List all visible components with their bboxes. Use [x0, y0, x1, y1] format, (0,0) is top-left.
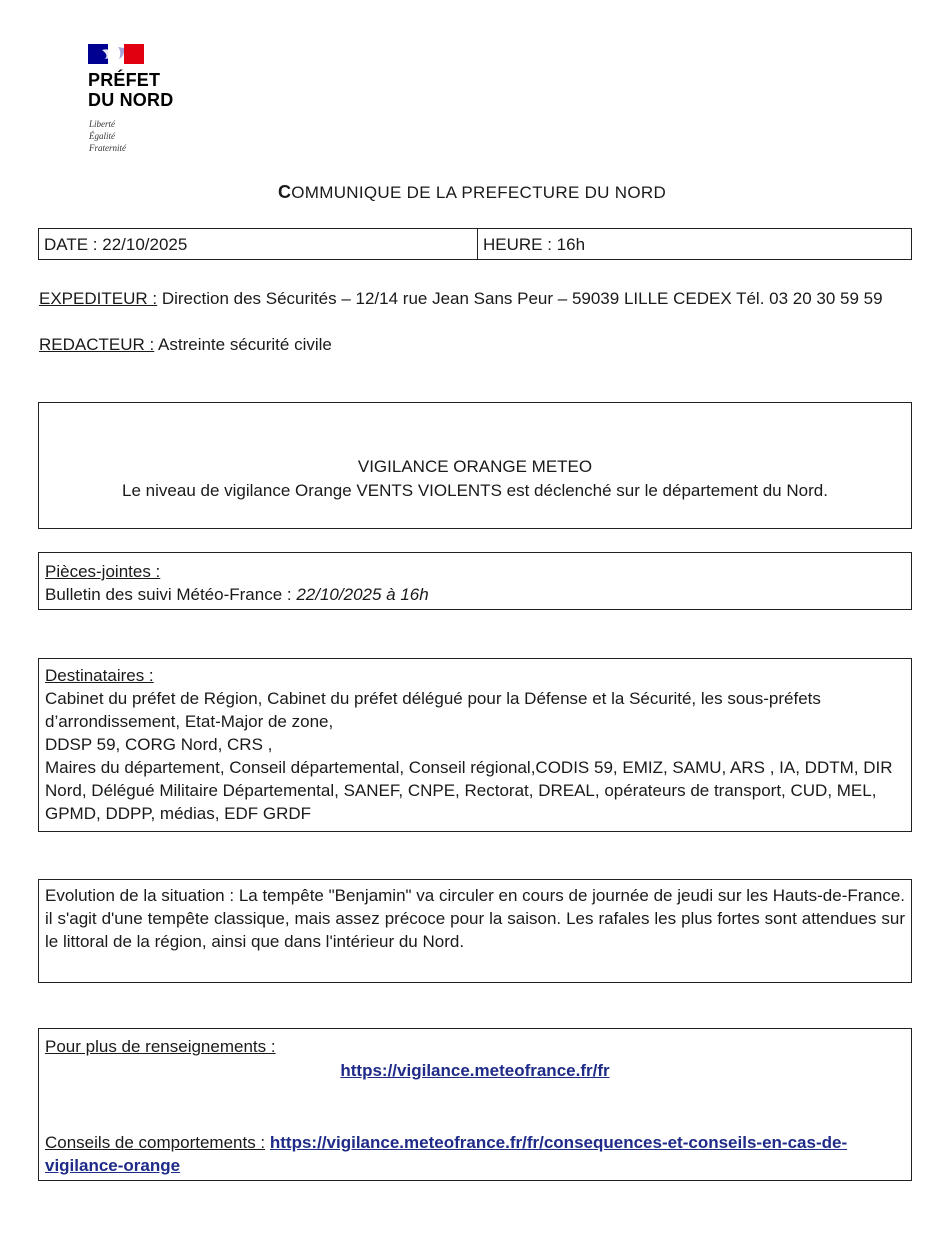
recipients-label: Destinataires :: [45, 666, 154, 685]
marianne-flag-logo: [88, 44, 144, 64]
writer-label: REDACTEUR :: [39, 335, 155, 354]
date-time-table: [38, 228, 912, 260]
info-box: [38, 1028, 912, 1181]
vigilance-link[interactable]: https://vigilance.meteofrance.fr/fr: [340, 1061, 610, 1080]
time-cell: HEURE : 16h: [483, 235, 586, 254]
motto-egalite: Égalité: [89, 131, 115, 141]
prefet-name: [88, 70, 173, 110]
situation-box: [38, 879, 912, 983]
title-first-letter: C: [277, 182, 292, 202]
republic-motto: [89, 118, 126, 154]
attachments-text: Bulletin des suivi Météo-France :: [45, 585, 297, 604]
attachments-date: 22/10/2025 à 16h: [296, 585, 429, 604]
attachments-box: [38, 552, 912, 610]
attachments-label: Pièces-jointes :: [45, 562, 161, 581]
sender-label: EXPEDITEUR :: [39, 289, 158, 308]
writer-text: Astreinte sécurité civile: [154, 335, 332, 354]
sender-text: Direction des Sécurités – 12/14 rue Jean Sans Peur – 59039 LILLE CEDEX Tél. 03 20 30 59 59: [157, 289, 883, 308]
motto-liberte: Liberté: [89, 119, 115, 129]
vigilance-text: Le niveau de vigilance Orange VENTS VIOLENTS est déclenché sur le département du Nord.: [122, 481, 828, 500]
page-title: [0, 181, 944, 204]
prefet-line-2: DU NORD: [88, 90, 174, 110]
motto-fraternite: Fraternité: [89, 143, 126, 153]
recipients-box: [38, 658, 912, 832]
attachments-line: [45, 583, 905, 606]
recipients-line-2: DDSP 59, CORG Nord, CRS ,: [45, 735, 273, 754]
recipients-line-3: Maires du département, Conseil départemental, Conseil régional,CODIS 59, EMIZ, SAMU, ARS , IA, DDTM, DIR Nord, Délégué Militaire Départemental, SANEF, CNPE, Rectorat, DREAL, opérateurs de transport, CUD, MEL, GPMD, DDPP, médias, EDF GRDF: [45, 758, 893, 823]
title-rest: OMMUNIQUE DE LA PREFECTURE DU NORD: [291, 183, 667, 202]
info-label: Pour plus de renseignements :: [45, 1037, 276, 1056]
prefet-line-1: PRÉFET: [88, 70, 161, 90]
vigilance-title: VIGILANCE ORANGE METEO: [357, 457, 593, 476]
writer-line: [39, 333, 919, 356]
advice-line: [45, 1131, 905, 1177]
recipients-line-1: Cabinet du préfet de Région, Cabinet du préfet délégué pour la Défense et la Sécurité, les sous-préfets d’arrondissement, Etat-Major de zone,: [45, 689, 821, 731]
situation-text: Evolution de la situation : La tempête "Benjamin" va circuler en cours de journée de jeudi sur les Hauts-de-France. il s'agit d'une tempête classique, mais assez précoce pour la saison. Les rafales les plus fortes sont attendues sur le littoral de la région, ainsi que dans l'intérieur du Nord.: [45, 886, 905, 951]
date-cell: DATE : 22/10/2025: [39, 229, 478, 259]
advice-link[interactable]: https://vigilance.meteofrance.fr/fr/consequences-et-conseils-en-cas-de-vigilance-orange: [45, 1133, 848, 1175]
advice-label: Conseils de comportements :: [45, 1133, 266, 1152]
sender-line: [39, 287, 919, 310]
vigilance-box: [38, 402, 912, 529]
